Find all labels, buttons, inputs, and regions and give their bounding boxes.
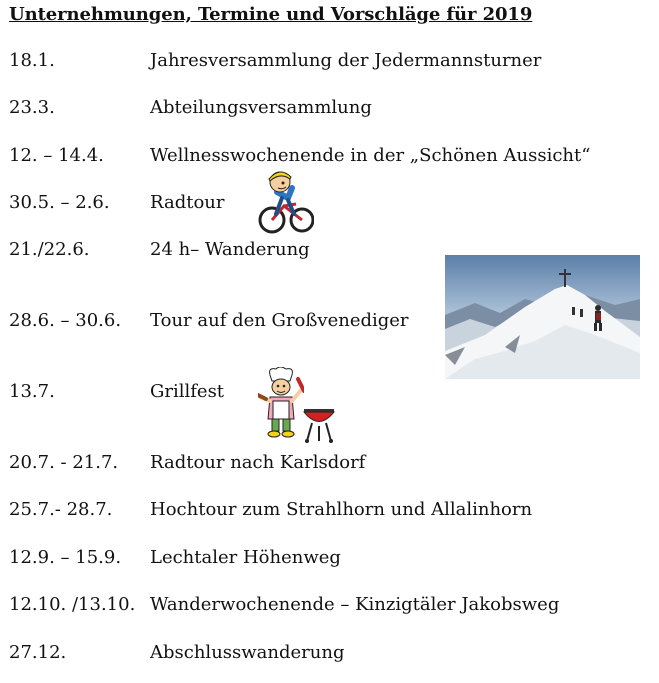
- event-row: [0, 378, 659, 406]
- event-row: [0, 189, 659, 217]
- barbecue-grill-icon: [302, 405, 336, 443]
- cyclist-icon: [258, 164, 314, 238]
- event-name: Jahresversammlung der Jedermannsturner: [150, 50, 542, 71]
- event-row: [0, 94, 659, 122]
- event-date: 23.3.: [9, 97, 55, 118]
- event-date: 27.12.: [9, 642, 67, 663]
- event-name: Abteilungsversammlung: [150, 97, 372, 118]
- event-date: 12.9. – 15.9.: [9, 547, 122, 568]
- event-name: Wellnesswochenende in der „Schönen Aussicht“: [150, 145, 591, 166]
- event-name: Hochtour zum Strahlhorn und Allalinhorn: [150, 499, 533, 520]
- event-name: Radtour: [150, 192, 225, 213]
- event-date: 12. – 14.4.: [9, 145, 104, 166]
- event-name: 24 h– Wanderung: [150, 239, 310, 260]
- event-row: [0, 47, 659, 75]
- event-date: 25.7.- 28.7.: [9, 499, 113, 520]
- event-row: [0, 544, 659, 572]
- event-name: Abschlusswanderung: [150, 642, 345, 663]
- event-date: 28.6. – 30.6.: [9, 310, 122, 331]
- event-name: Radtour nach Karlsdorf: [150, 452, 366, 473]
- mountain-summit-photo: [445, 255, 640, 379]
- grill-chef-icon: [258, 367, 304, 439]
- event-row: [0, 496, 659, 524]
- event-name: Grillfest: [150, 381, 225, 402]
- event-row: [0, 142, 659, 170]
- event-date: 13.7.: [9, 381, 55, 402]
- event-name: Tour auf den Großvenediger: [150, 310, 409, 331]
- event-row: [0, 639, 659, 667]
- event-row: [0, 591, 659, 619]
- event-date: 20.7. - 21.7.: [9, 452, 119, 473]
- page-title: Unternehmungen, Termine und Vorschläge für 2019: [9, 4, 533, 25]
- event-name: Lechtaler Höhenweg: [150, 547, 341, 568]
- event-date: 12.10. /13.10.: [9, 594, 136, 615]
- event-row: [0, 449, 659, 477]
- event-date: 18.1.: [9, 50, 55, 71]
- event-name: Wanderwochenende – Kinzigtäler Jakobsweg: [150, 594, 560, 615]
- event-date: 21./22.6.: [9, 239, 90, 260]
- event-date: 30.5. – 2.6.: [9, 192, 110, 213]
